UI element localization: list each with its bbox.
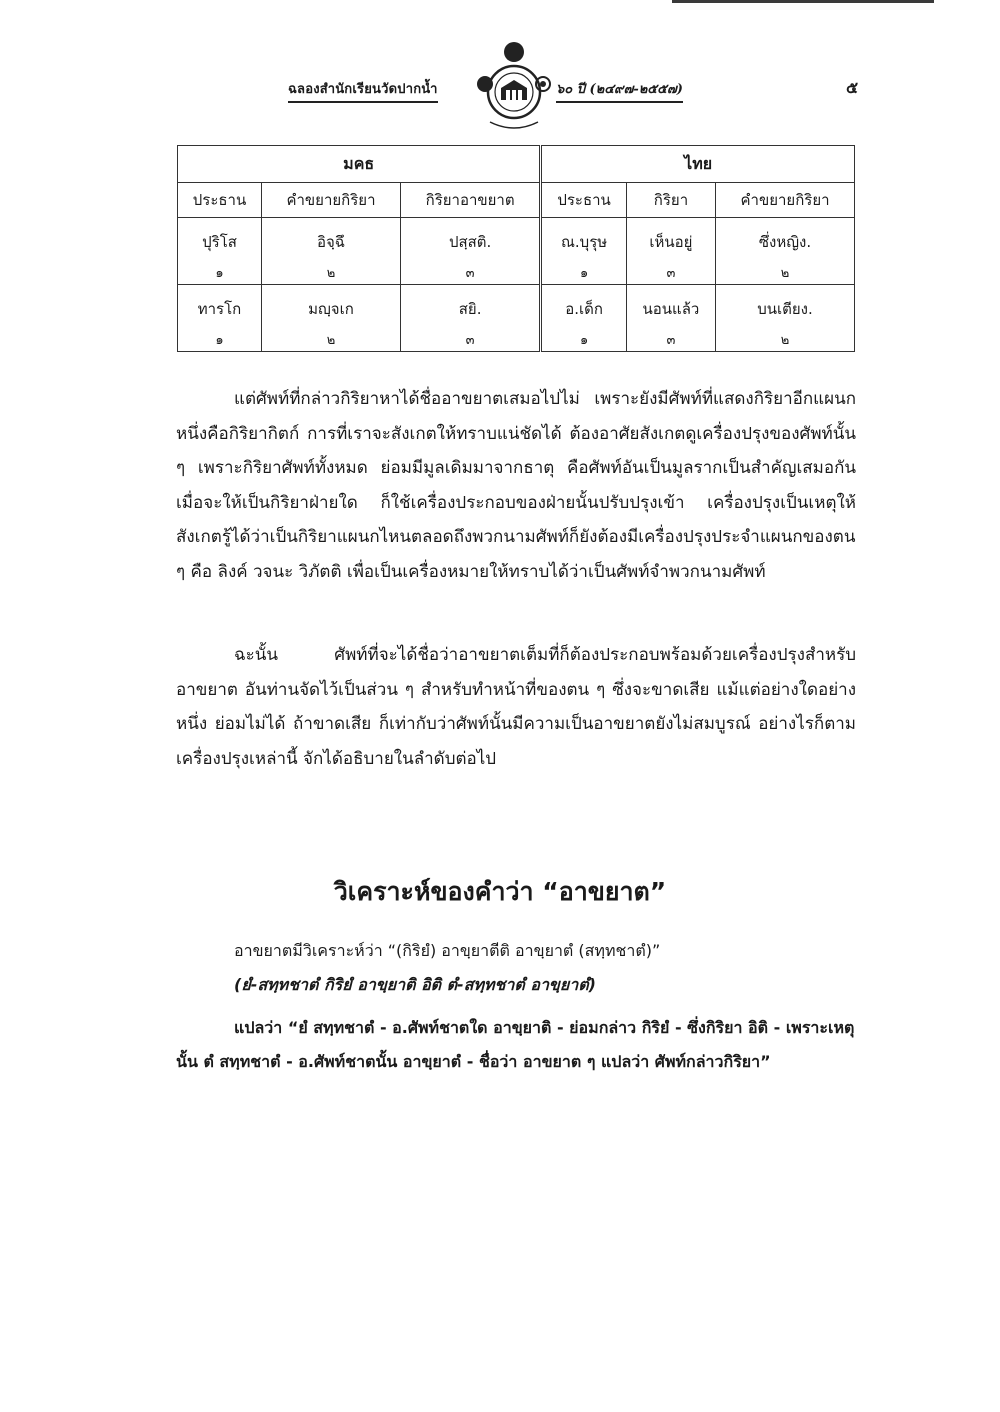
column-header: คำขยายกิริยา [262,183,401,218]
column-header: กิริยาอาขยาต [400,183,540,218]
column-header: ประธาน [541,183,627,218]
cell-word: ปุริโส [202,233,237,251]
group-header-thai: ไทย [541,146,855,183]
analysis-line-2: (ยํ-สทฺทชาตํ กิริยํ อาขฺยาติ อิติ ตํ-สทฺทชาตํ อาขฺยาตํ) [234,975,596,994]
cell-number: ๓ [465,266,475,281]
cell-number: ๑ [215,266,224,281]
table-cell [178,218,262,285]
cell-word: สยิ. [458,300,482,318]
table-column-header-row [178,183,855,218]
table-row [178,218,855,285]
table-cell [626,285,715,352]
header-right-years: ๖๐ ปี (๒๔๙๗-๒๕๕๗) [556,78,683,103]
cell-number: ๓ [465,333,475,348]
cell-number: ๒ [780,266,790,281]
section-heading: วิเคราะห์ของคำว่า “อาขยาต” [333,877,667,906]
cell-word: อิจฺฉึ [316,233,345,251]
table-row [178,285,855,352]
paragraph-2-text: ฉะนั้น ศัพท์ที่จะได้ชื่อว่าอาขยาตเต็มที่ก็ต้องประกอบพร้อมด้วยเครื่องปรุงสำหรับอาขยาต อันท่านจัดไว้เป็นส่วน ๆ สำหรับทำหน้าที่ของตน ๆ ซึ่งจะขาดเสีย แม้แต่อย่างใดอย่างหนึ่ง ย่อมไม่ได้ ถ้าขาดเสีย ก็เท่ากับว่าศัพท์นั้นมีความเป็นอาขยาตยังไม่สมบูรณ์ อย่างไรก็ตามเครื่องปรุงเหล่านี้ จักได้อธิบายในลำดับต่อไป [176,645,856,769]
paragraph-1-text: แต่ศัพท์ที่กล่าวกิริยาหาได้ชื่ออาขยาตเสมอไปไม่ เพราะยังมีศัพท์ที่แสดงกิริยาอีกแผนกหนึ่งคือกิริยากิตก์ การที่เราจะสังเกตให้ทราบแน่ชัดได้ ต้องอาศัยสังเกตดูเครื่องปรุงของศัพท์นั้น ๆ เพราะกิริยาศัพท์ทั้งหมด ย่อมมีมูลเดิมมาจากธาตุ คือศัพท์อันเป็นมูลรากเป็นสำคัญเสมอกัน เมื่อจะให้เป็นกิริยาฝ่ายใด ก็ใช้เครื่องประกอบของฝ่ายนั้นปรับปรุงเข้า เครื่องปรุงเป็นเหตุให้สังเกตรู้ได้ว่าเป็นกิริยาแผนกไหนตลอดถึงพวกนามศัพท์ก็ยังต้องมีเครื่องปรุงประจำแผนกของตน ๆ คือ ลิงค์ วจนะ วิภัตติ เพื่อเป็นเครื่องหมายให้ทราบได้ว่าเป็นศัพท์จำพวกนามศัพท์ [176,389,856,582]
table-cell [262,218,401,285]
table-cell [541,285,627,352]
column-header: กิริยา [626,183,715,218]
cell-number: ๑ [579,266,589,281]
analysis-translation-text: แปลว่า “ยํ สทฺทชาตํ - อ.ศัพท์ชาตใด อาขฺยาติ - ย่อมกล่าว กิริยํ - ซึ่งกิริยา อิติ - เพราะเหตุนั้น ตํ สทฺทชาตํ - อ.ศัพท์ชาตนั้น อาขฺยาตํ - ชื่อว่า อาขยาต ๆ แปลว่า ศัพท์กล่าวกิริยา” [176,1018,855,1071]
paragraph-1 [176,382,856,589]
analysis-translation [176,1011,856,1079]
table-cell [541,218,627,285]
group-header-magadha: มคธ [178,146,541,183]
table-group-header-row [178,146,855,183]
table-cell [400,218,540,285]
cell-word: เห็นอยู่ [649,233,693,251]
cell-word: มญฺจเก [308,300,354,318]
cell-number: ๒ [326,266,336,281]
table-cell [626,218,715,285]
column-header: คำขยายกิริยา [716,183,855,218]
emblem-logo [468,38,560,134]
cell-word: ซึ่งหญิง. [758,233,812,251]
cell-number: ๑ [215,333,224,348]
cell-number: ๒ [780,333,790,348]
cell-number: ๒ [326,333,336,348]
table-cell [262,285,401,352]
cell-word: ทารโก [197,300,242,318]
cell-word: นอนแล้ว [642,300,700,318]
table-cell [400,285,540,352]
grammar-comparison-table [177,145,855,352]
header-left-title: ฉลองสำนักเรียนวัดปากน้ำ [288,78,438,103]
cell-word: ณ.บุรุษ [561,233,608,251]
cell-word: บนเตียง. [757,300,813,318]
cell-word: อ.เด็ก [565,300,603,318]
paragraph-2 [176,638,856,776]
table-cell [178,285,262,352]
page-number: ๕ [846,78,859,97]
analysis-line-1: อาขยาตมีวิเคราะห์ว่า “(กิริยํ) อาขฺยาตีติ อาขฺยาตํ (สทฺทชาตํ)” [234,941,661,960]
cell-word: ปสฺสติ. [448,233,492,251]
cell-number: ๑ [579,333,589,348]
table-cell [716,285,855,352]
page-header [0,38,1000,138]
column-header: ประธาน [178,183,262,218]
cell-number: ๓ [666,266,676,281]
table-cell [716,218,855,285]
top-edge-line [672,0,934,3]
cell-number: ๓ [666,333,676,348]
